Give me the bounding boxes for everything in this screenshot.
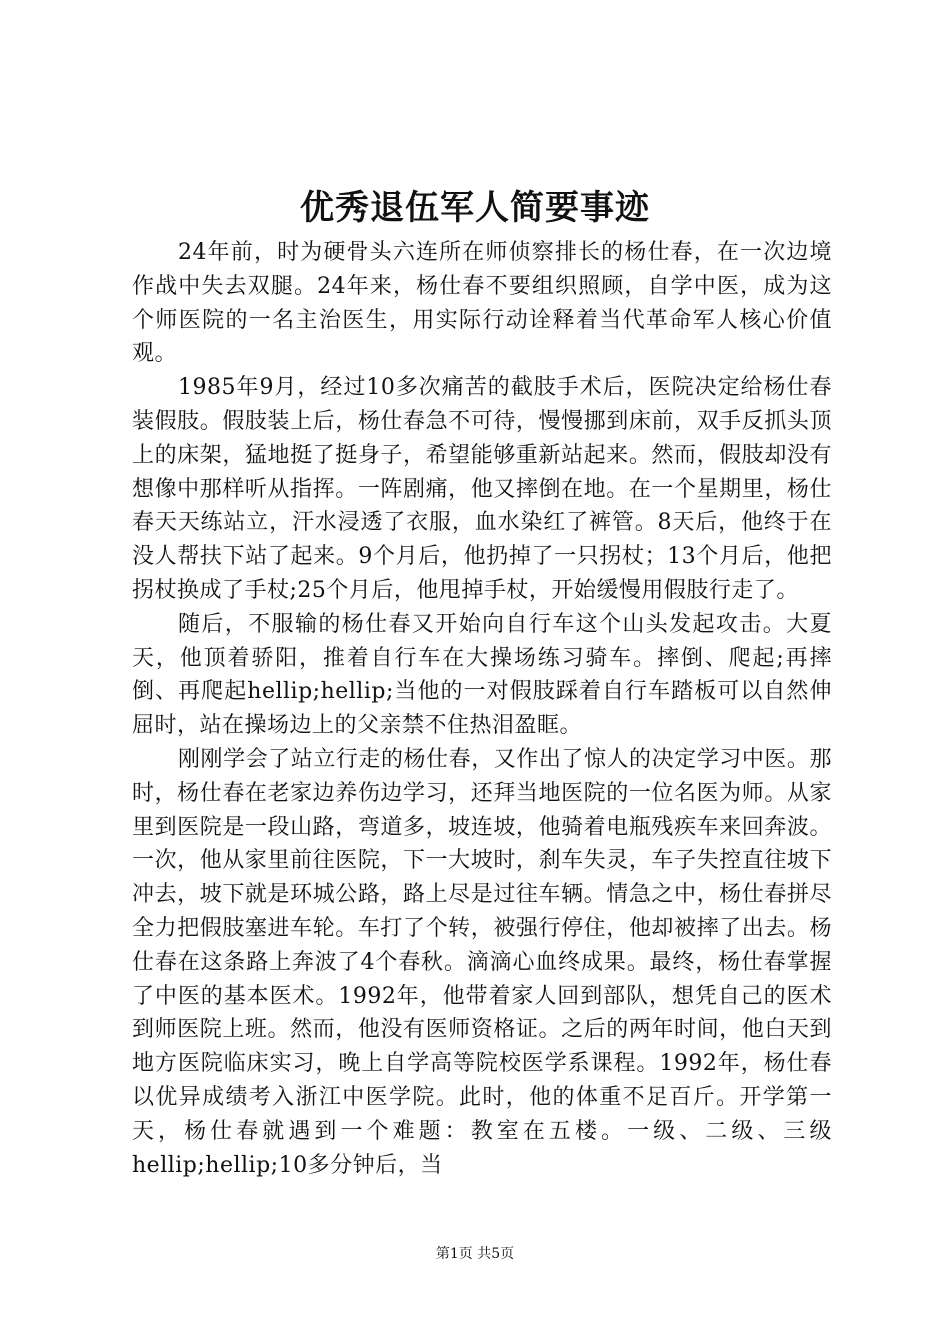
document-body — [132, 236, 832, 1182]
paragraph-1: 24年前，时为硬骨头六连所在师侦察排长的杨仕春，在一次边境作战中失去双腿。24年来，杨仕春不要组织照顾，自学中医，成为这个师医院的一名主治医生，用实际行动诠释着当代革命军人核心价值观。 — [132, 240, 832, 367]
paragraph-4: 刚刚学会了站立行走的杨仕春，又作出了惊人的决定学习中医。那时，杨仕春在老家边养伤边学习，还拜当地医院的一位名医为师。从家里到医院是一段山路，弯道多，坡连坡，他骑着电瓶残疾车来回奔波。一次，他从家里前往医院，下一大坡时，刹车失灵，车子失控直往坡下冲去，坡下就是环城公路，路上尽是过往车辆。情急之中，杨仕春拼尽全力把假肢塞进车轮。车打了个转，被强行停住，他却被摔了出去。杨仕春在这条路上奔波了4个春秋。滴滴心血终成果。最终，杨仕春掌握了中医的基本医术。1992年，他带着家人回到部队，想凭自己的医术到师医院上班。然而，他没有医师资格证。之后的两年时间，他白天到地方医院临床实习，晚上自学高等院校医学系课程。1992年，杨仕春以优异成绩考入浙江中医学院。此时，他的体重不足百斤。开学第一天，杨仕春就遇到一个难题：教室在五楼。一级、二级、三级hellip;hellip;10多分钟后，当 — [132, 746, 832, 1178]
document-title: 优秀退伍军人简要事迹 — [300, 188, 650, 228]
paragraph-2: 1985年9月，经过10多次痛苦的截肢手术后，医院决定给杨仕春装假肢。假肢装上后，杨仕春急不可待，慢慢挪到床前，双手反抓头顶上的床架，猛地挺了挺身子，希望能够重新站起来。然而，假肢却没有想像中那样听从指挥。一阵剧痛，他又摔倒在地。在一个星期里，杨仕春天天练站立，汗水浸透了衣服，血水染红了裤管。8天后，他终于在没人帮扶下站了起来。9个月后，他扔掉了一只拐杖；13个月后，他把拐杖换成了手杖;25个月后，他甩掉手杖，开始缓慢用假肢行走了。 — [132, 375, 832, 603]
page-footer: 第1页 共5页 — [435, 1246, 515, 1262]
paragraph-3: 随后，不服输的杨仕春又开始向自行车这个山头发起攻击。大夏天，他顶着骄阳，推着自行车在大操场练习骑车。摔倒、爬起;再摔倒、再爬起hellip;hellip;当他的一对假肢踩着自行车踏板可以自然伸屈时，站在操场边上的父亲禁不住热泪盈眶。 — [132, 611, 832, 739]
